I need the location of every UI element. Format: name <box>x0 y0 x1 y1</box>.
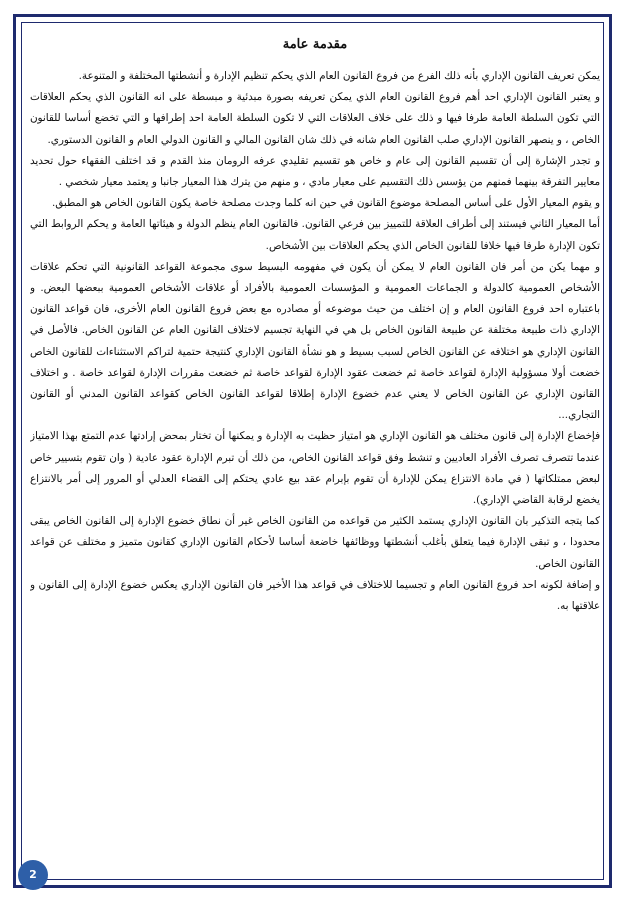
document-title: مقدمة عامة <box>282 37 348 52</box>
paragraph-8: كما يتجه التذكير بان القانون الإداري يستمد الكثير من قواعده من القانون الخاص غير أن نطاق خضوع الإدارة إلى القانون الخاص يبقى محدودا ، و تبقى الإدارة فيما يتعلق بأغلب أنشطتها ووظائفها خاضعة أساسا لأحكام القانون الإداري كقانون متميز و مختلف عن قواعد القانون الخاص. <box>30 515 600 570</box>
document-body <box>30 34 600 856</box>
paragraph-9: و إضافة لكونه احد فروع القانون العام و تجسيما للاختلاف في قواعد هذا الأخير فان القانون الإداري يعكس خضوع الإدارة إلى القانون و علاقتها به. <box>30 578 600 613</box>
paragraph-5: أما المعيار الثاني فيستند إلى أطراف العلاقة للتمييز بين فرعي القانون. فالقانون العام ينظم الدولة و هيئاتها العامة و يحكم الروابط التي تكون الإدارة طرفا فيها خلافا للقانون الخاص الذي يحكم العلاقات بين الأشخاص. <box>30 218 600 252</box>
paragraph-7: فإخضاع الإدارة إلى قانون مختلف هو القانون الإداري هو امتياز حظيت به الإدارة و يمكنها أن تختار بمحض إرادتها عدم التمتع بهذا الامتياز عندما تتصرف تصرف الأفراد العاديين و تنشط وفق قواعد القانون الخاص، من ذلك أن تبرم الإدارة عقود عادية ( وان تقوم بتسيير خاص لبعض ممتلكاتها ( في مادة الانتزاع يمكن للإدارة أن تقوم بإبرام عقد بيع عادي يحتكم إلى القضاء العدلي أو المرور إلى أمر بالانتزاع يخضع لرقابة القاضي الإداري). <box>30 430 600 507</box>
paragraph-2: و يعتبر القانون الإداري احد أهم فروع القانون العام الذي يمكن تعريفه بصورة مبدئية و مبسطة على انه القانون الذي يحكم العلاقات التي تكون السلطة العامة طرفا فيها و ذلك على خلاف العلاقات التي لا تكون السلطة العامة احد إطرافها و التي تخضع أساسا للقانون الخاص ، و ينصهر القانون الإداري صلب القانون العام شانه في ذلك شان القانون المالي و القانون الدولي العام و القانون الدستوري. <box>30 91 600 146</box>
paragraph-1: يمكن تعريف القانون الإداري بأنه ذلك الفرع من فروع القانون العام الذي يحكم تنظيم الإدارة و أنشطتها المختلفة و المتنوعة. <box>78 70 600 82</box>
page-number-badge: 2 <box>18 860 48 890</box>
paragraph-6: و مهما يكن من أمر فان القانون العام لا يمكن أن يكون في مفهومه البسيط سوى مجموعة القواعد القانونية التي تحكم علاقات الأشخاص العمومية كالدولة و الجماعات العمومية و المؤسسات العمومية بالأفراد أو علاقات الأشخاص العمومية ببعضها البعض. و باعتباره احد فروع القانون العام و إن اختلف من حيث موضوعه أو مصادره مع بعض فروع القانون العام الأخرى، فان قواعد القانون الإداري ذات طبيعة مختلفة عن طبيعة القانون الخاص بل هي في النهاية تجسيم لاختلاف القانون العام عن القانون الخاص. فالأصل في القانون الإداري هو اختلافه عن القانون الخاص لسبب بسيط و هو نشأة القانون الإداري كنتيجة حتمية لتراكم الاستثناءات للقانون الخاص خضعت أولا مسؤولية الإدارة لقواعد خاصة ثم خضعت عقود الإدارة لقواعد خاصة ثم خضعت مقررات الإدارة لقواعد خاصة . و اختلاف القانون الإداري عن القانون الخاص لا يعني عدم خضوع الإدارة إطلاقا لقواعد القانون الخاص كقواعد القانون المدني أو القانون التجاري... <box>30 260 600 422</box>
paragraph-3: و تجدر الإشارة إلى أن تقسيم القانون إلى عام و خاص هو تقسيم تقليدي عرفه الرومان منذ القدم و قد اختلف الفقهاء حول تحديد معايير التفرقة بينهما فمنهم من يؤسس ذلك التقسيم على معيار مادي ، و منهم من يترك هذا المعيار جانبا و يعتمد معيار شخصي . <box>30 154 600 189</box>
paragraph-4: و يقوم المعيار الأول على أساس المصلحة موضوع القانون في حين انه كلما وجدت مصلحة خاصة يكون القانون الخاص هو المطبق. <box>51 197 600 210</box>
